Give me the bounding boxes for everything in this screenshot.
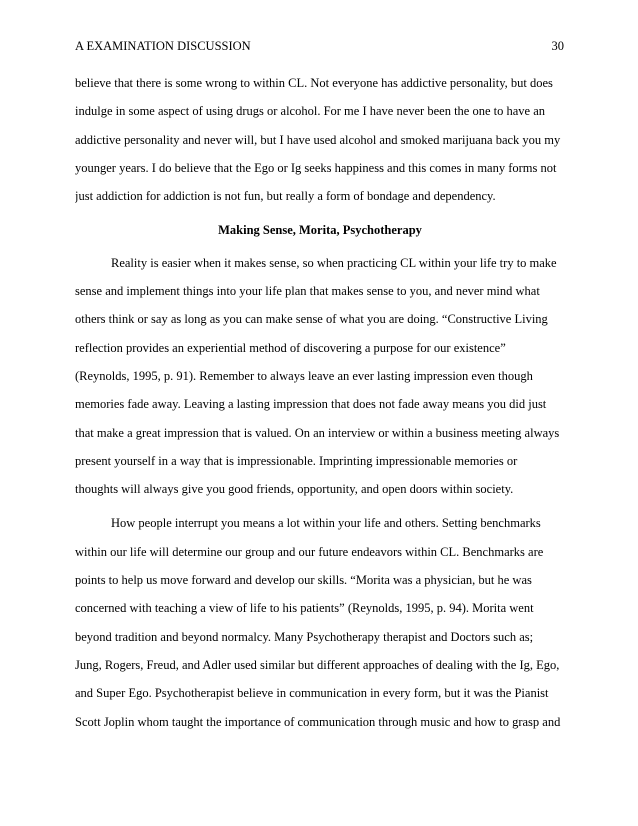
text-line: beyond tradition and beyond normalcy. Many Psychotherapy therapist and Doctors such as; [75, 629, 534, 644]
text-line: sense and implement things into your life plan that makes sense to you, and never mind what [75, 284, 540, 299]
text-line: within our life will determine our group and our future endeavors within CL. Benchmarks are [75, 544, 544, 559]
paragraph-benchmarks [75, 509, 565, 735]
text-line: addictive personality and never will, but I have used alcohol and smoked marijuana back you my [75, 132, 561, 147]
document-body [75, 69, 565, 736]
paragraph-reality [75, 249, 565, 504]
text-line: Jung, Rogers, Freud, and Adler used similar but different approaches of dealing with the Ig, Ego, [75, 657, 560, 672]
page-header [75, 36, 564, 56]
text-line: that make a great impression that is valued. On an interview or within a business meeting always [75, 425, 560, 440]
text-line: and Super Ego. Psychotherapist believe in communication in every form, but it was the Pianist [75, 686, 549, 701]
text-line: believe that there is some wrong to within CL. Not everyone has addictive personality, but does [75, 76, 553, 90]
text-line: just addiction for addiction is not fun, but really a form of bondage and dependency. [75, 189, 496, 204]
text-line: indulge in some aspect of using drugs or alcohol. For me I have never been the one to have an [75, 104, 546, 119]
text-line: Reality is easier when it makes sense, so when practicing CL within your life try to make [111, 255, 557, 270]
section-heading: Making Sense, Morita, Psychotherapy [218, 223, 422, 238]
text-line: Scott Joplin whom taught the importance of communication through music and how to grasp and [75, 714, 561, 729]
text-line: How people interrupt you means a lot within your life and others. Setting benchmarks [111, 516, 541, 531]
text-line: others think or say as long as you can make sense of what you are doing. “Constructive Living [75, 312, 548, 327]
text-line: present yourself in a way that is impressionable. Imprinting impressionable memories or [75, 453, 518, 468]
text-line: (Reynolds, 1995, p. 91). Remember to always leave an ever lasting impression even though [75, 368, 533, 383]
page-number: 30 [551, 39, 564, 53]
text-line: thoughts will always give you good friends, opportunity, and open doors within society. [75, 482, 514, 497]
text-line: memories fade away. Leaving a lasting impression that does not fade away means you did just [75, 397, 547, 412]
text-line: points to help us move forward and develop our skills. “Morita was a physician, but he was [75, 573, 532, 588]
paragraph-continuation [75, 69, 565, 210]
text-line: concerned with teaching a view of life to his patients” (Reynolds, 1995, p. 94). Morita went [75, 601, 534, 616]
running-head: A EXAMINATION DISCUSSION [75, 39, 251, 53]
text-line: younger years. I do believe that the Ego or Ig seeks happiness and this comes in many forms not [75, 160, 557, 175]
text-line: reflection provides an experiential method of discovering a purpose for our existence” [75, 340, 506, 355]
